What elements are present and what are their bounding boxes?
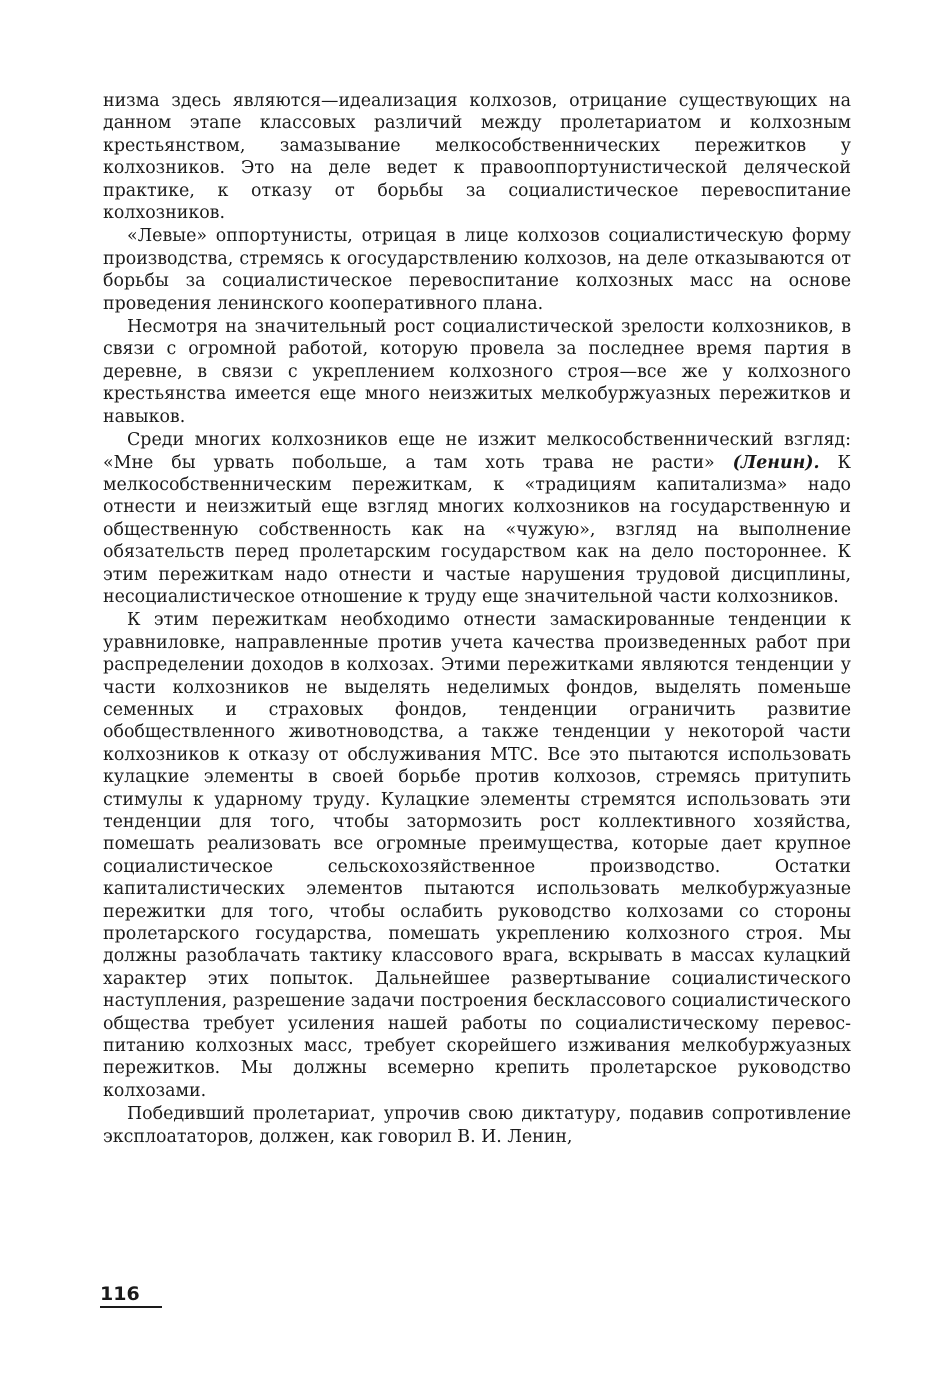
body-text [103,90,851,1148]
paragraph-text: «Левые» оппортунисты, отрицая в лице колхозов социалистическую форму производства, стремясь к огосударствлению колхозов, на деле отказываются от борьбы за социалистическое перевоспитание колхозных масс на основе проведения ленинского кооперативного плана. [103,226,851,314]
citation-emphasis: (Ленин). [732,452,820,473]
paragraph-p3 [103,316,851,428]
paragraph-p4 [103,429,851,608]
paragraph-p1 [103,90,851,224]
paragraph-text: Среди многих колхозников еще не изжит мелкособственнический взгляд: «Мне бы урвать побольше, а там хоть трава не расти» [103,430,851,473]
paragraph-text: К мелкособственническим пережиткам, к «традициям капитализма» надо отнести и неизжитый еще взгляд многих колхозников на государственную и общественную собственность как на «чужую», взгляд на выполнение обязательств перед пролетарским государством как на дело постороннее. К этим пережиткам надо отнести и частые нарушения трудовой дисциплины, несоциалистическое отношение к труду еще значительной части колхозников. [103,452,851,607]
paragraph-p5 [103,609,851,1102]
paragraph-text: Победивший пролетариат, упрочив свою диктатуру, подавив сопротивление эксплоататоров, должен, как говорил В. И. Ленин, [103,1104,851,1147]
paragraph-text: низма здесь являются—идеализация колхозов, отрицание существующих на данном этапе классовых различий между пролетариатом и колхозным крестьянством, замазывание мелкособственнических пережитков у колхозников. Это на деле ведет к правооппортунистической деляческой практике, к отказу от борьбы за социалистическое перевоспитание колхозников. [103,91,851,224]
paragraph-p6 [103,1103,851,1148]
paragraph-text: К этим пережиткам необходимо отнести замаскированные тенденции к уравниловке, направленные против учета качества произведенных работ при распределении доходов в колхозах. Этими пережитками являются тенденции у части колхозников не выделять неделимых фондов, выделять поменьше семенных и страховых фондов, тенденции ограничить развитие обобществленного животноводства, а также тенденции у некоторой части колхозников к отказу от обслуживания МТС. Все это пытаются использовать кулацкие элементы в своей борьбе против колхозов, стремясь притупить стимулы к ударному труду. Кулацкие элементы стремятся использовать эти тенденции для того, чтобы затормозить рост коллективного хозяйства, помешать реализовать все огромные преимущества, которые дает крупное социалистическое сельскохозяйственное производство. Остатки капиталистических элементов пытаются использовать мелкобуржуазные пережитки для того, чтобы ослабить руководство колхозами со стороны пролетарского государства, помешать укреплению колхозного строя. Мы должны разоблачать тактику классового врага, вскрывать в массах кулацкий характер этих попыток. Дальнейшее развертывание социалистического наступления, разрешение задачи построения бесклассового социалистического общества требует усиления нашей работы по социалистическому перевоспитанию колхозных масс, требует скорейшего изживания мелкобуржуазных пережитков. Мы должны всемерно крепить пролетарское руководство колхозами. [103,610,851,1101]
page-number-rule [100,1306,162,1308]
paragraph-p2 [103,225,851,315]
paragraph-text: Несмотря на значительный рост социалистической зрелости колхозников, в связи с огромной работой, которую провела за последнее время партия в деревне, в связи с укреплением колхозного строя—все же у колхозного крестьянства имеется еще много неизжитых мелкобуржуазных пережитков и навыков. [103,317,851,427]
page-number: 116 [100,1283,140,1305]
